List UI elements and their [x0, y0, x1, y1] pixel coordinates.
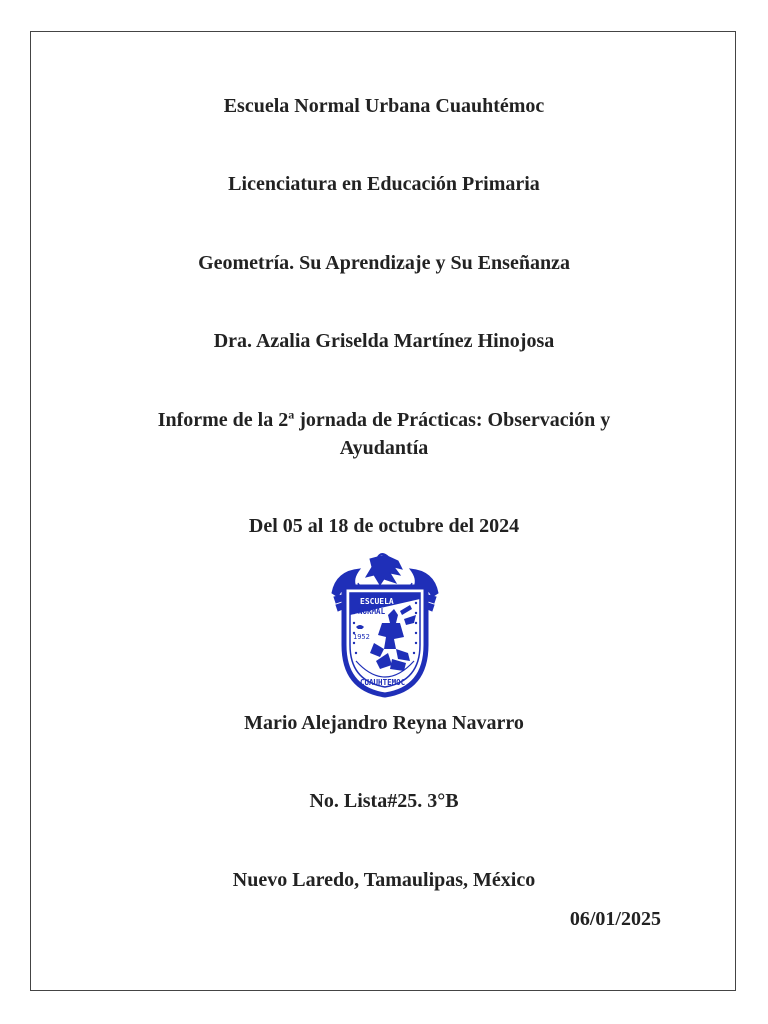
report-title: [0, 408, 768, 433]
crest-text-escuela: ESCUELA: [360, 597, 394, 606]
report-title-pre: Informe de la 2: [157, 409, 289, 431]
school-crest-icon: [330, 553, 440, 698]
degree-name: Licenciatura en Educación Primaria: [228, 173, 540, 195]
report-period: Del 05 al 18 de octubre del 2024: [248, 515, 520, 537]
teacher-name: Dra. Azalia Griselda Martínez Hinojosa: [213, 330, 555, 352]
report-title-superscript: a: [288, 407, 295, 422]
student-name: Mario Alejandro Reyna Navarro: [244, 712, 524, 734]
report-title-line2: Ayudantía: [339, 437, 429, 459]
crest-text-cuauhtemoc: CUAUHTEMOC: [360, 678, 406, 687]
course-name: Geometría. Su Aprendizaje y Su Enseñanza: [198, 252, 570, 274]
report-title-post: jornada de Prácticas: Observación y: [294, 409, 611, 431]
school-name: Escuela Normal Urbana Cuauhtémoc: [223, 95, 545, 117]
crest-text-year: 1952: [353, 633, 370, 641]
list-number: No. Lista#25. 3°B: [309, 790, 459, 812]
location: Nuevo Laredo, Tamaulipas, México: [232, 869, 536, 891]
document-date: 06/01/2025: [569, 908, 661, 930]
crest-text-normal: NORMAL: [358, 607, 386, 616]
